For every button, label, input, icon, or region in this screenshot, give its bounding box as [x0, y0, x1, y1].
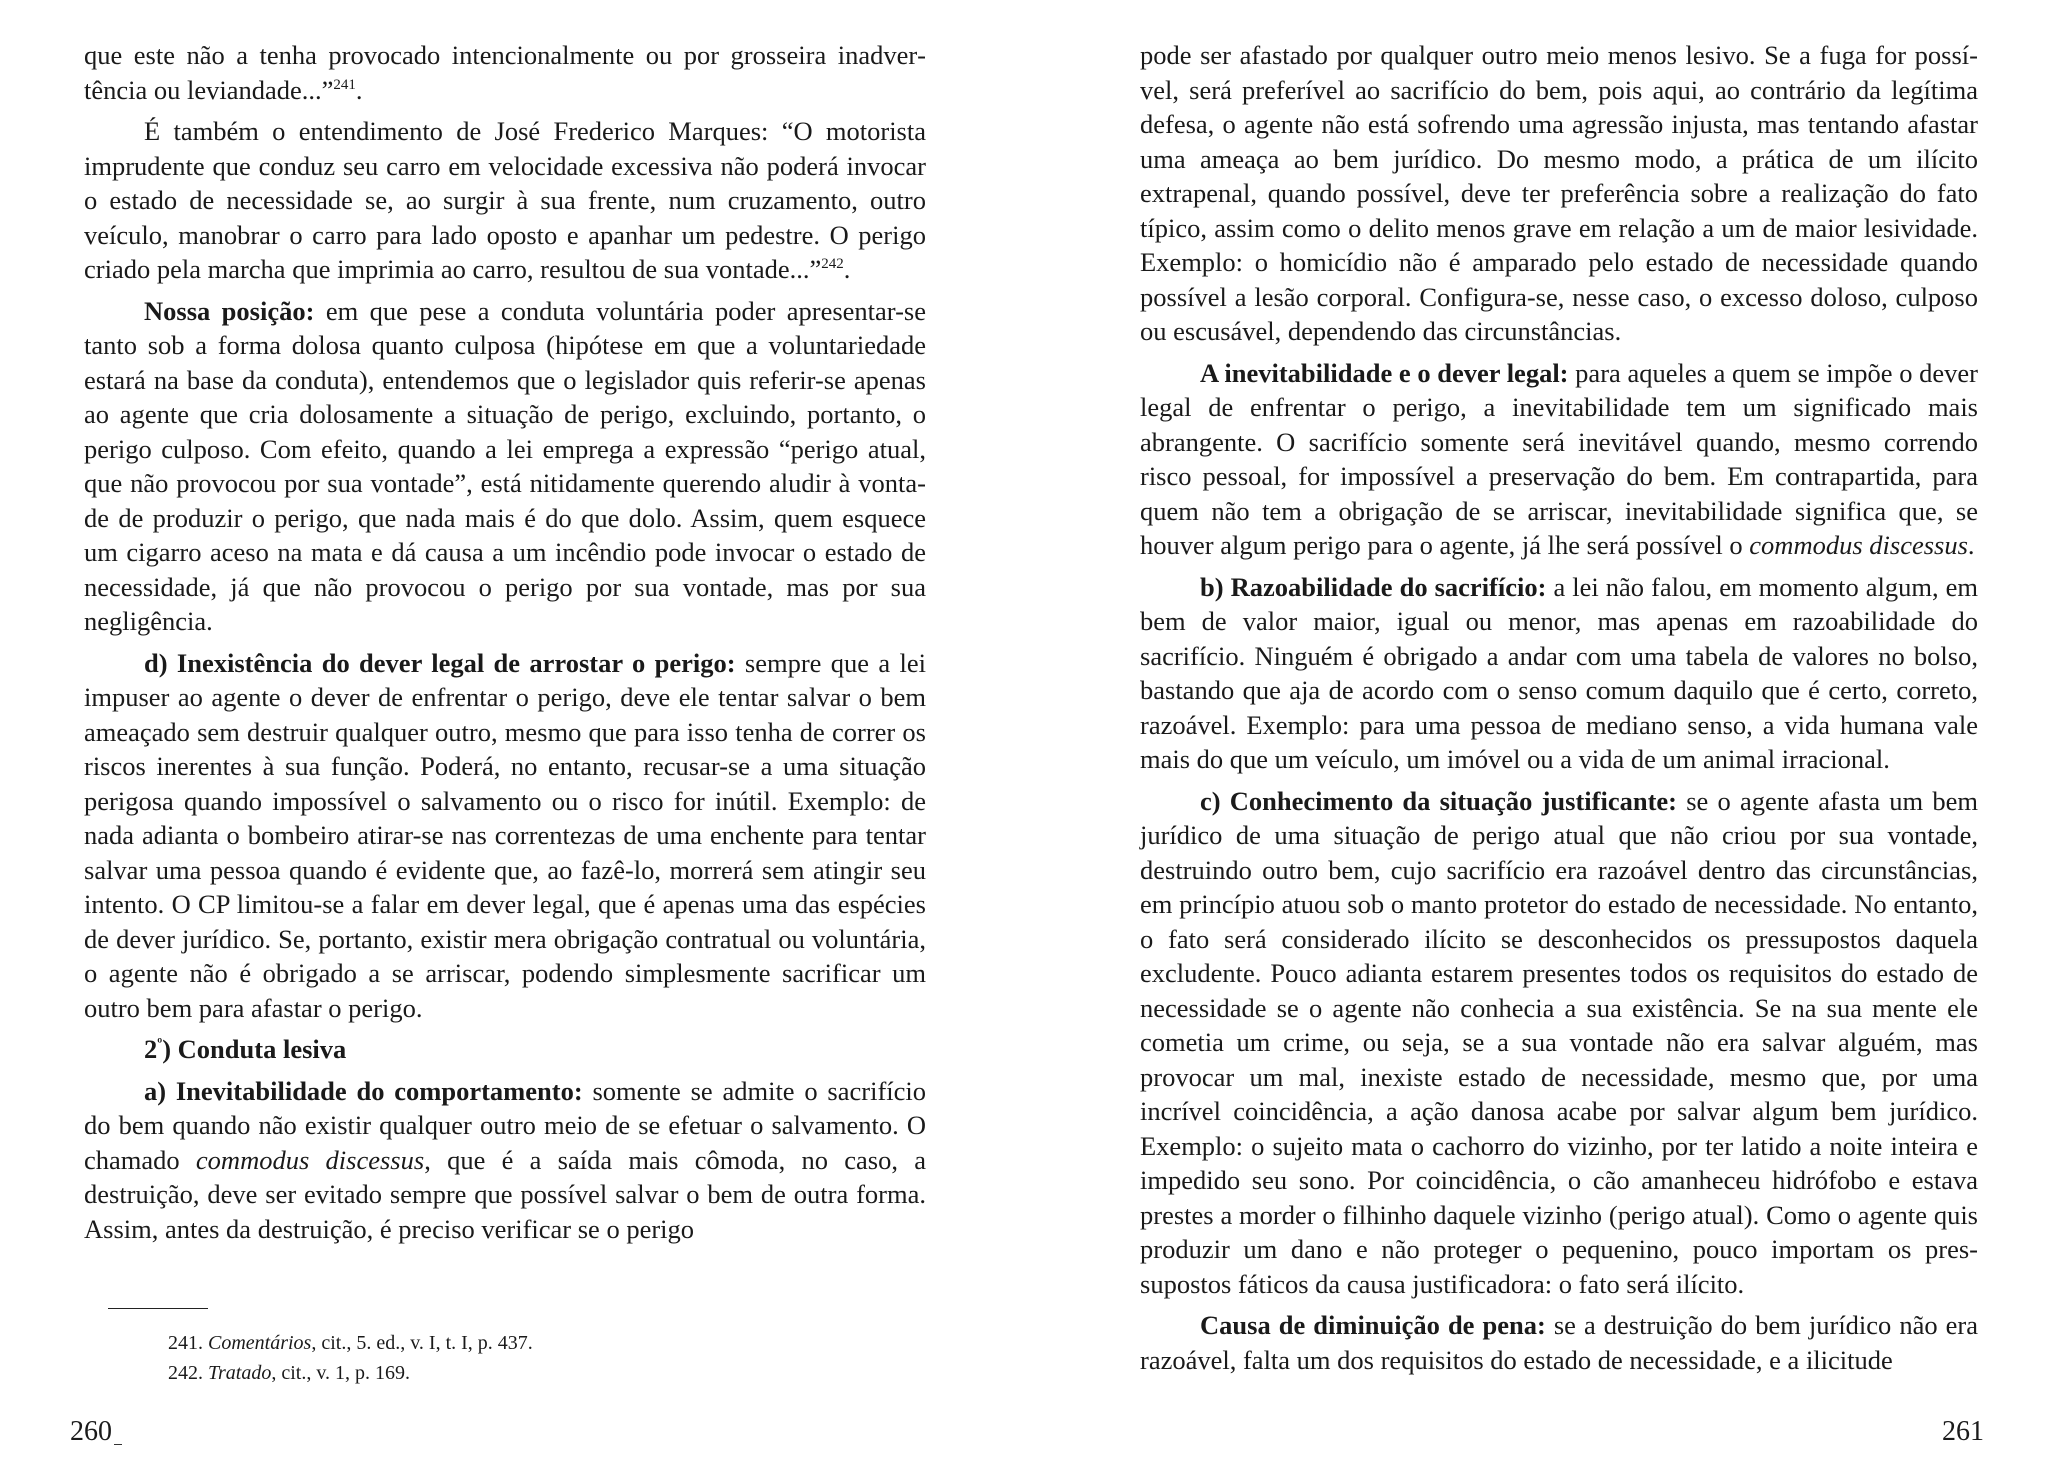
footnote-ref: 242: [821, 256, 844, 272]
footnotes: [168, 1328, 868, 1388]
page-number-left: 260: [70, 1416, 112, 1447]
right-page: [1024, 0, 2048, 1472]
footnote-242: 242. Tratado, cit., v. 1, p. 169.: [168, 1362, 411, 1384]
paragraph-lead: Nossa posição:: [144, 295, 315, 326]
paragraph-lead: Causa de diminuição de pena:: [1200, 1310, 1546, 1340]
page-number-right: 261: [1942, 1416, 1984, 1447]
paragraph: [84, 294, 926, 639]
printer-mark: [114, 1444, 122, 1445]
paragraph: É também o entendimento de José Frederico Marques: “O motorista imprudente que conduz seu carro em velocidade excessiva não poderá invocar o estado de necessidade se, ao surgir à sua frente, num cruzamento, outro veículo, manobrar o carro para lado oposto e apanhar um pedestre. O perigo criado pela marcha que imprimia ao carro, resultou de sua vontade...”$^{242}$.: [84, 116, 926, 284]
right-text-block: [1140, 38, 1978, 1384]
paragraph: Causa de diminuição de pena: se a destruição do bem jurídico não era razoável, falta um dos requisitos do estado de necessidade, e a ilicitude: [1140, 1310, 1978, 1375]
paragraph: a) Inevitabilidade do comportamento: somente se admite o sacrifício do bem quando não existir qualquer outro meio de se efetuar o salvamento. O chamado commodus discessus, que é a saída mais cômoda, no caso, a destruição, deve ser evitado sempre que possível salvar o bem de outra forma. Assim, antes da destruição, é preciso verificar se o perigo: [84, 1075, 926, 1244]
paragraph-text: É também o entendimento de José Frederico Marques: “O motorista imprudente que conduz seu carro em velocidade excessiva não poderá invocar o estado de necessidade se, ao surgir à sua frente, num cruzamento, outro veículo, manobrar o carro para lado oposto e apanhar um pedestre. O perigo criado pela marcha que imprimia ao carro, resultou de sua vontade...”: [84, 116, 926, 284]
paragraph-lead: a) Inevitabilidade do comportamento:: [144, 1075, 583, 1106]
paragraph: A inevitabilidade e o dever legal: para aqueles a quem se impõe o dever legal de enfrentar o perigo, a inevitabilidade tem um significado mais abrangente. O sacrifício somente será inevitável quando, mesmo correndo risco pessoal, for impossível a preservação do bem. Em contrapartida, para quem não tem a obrigação de se arriscar, inevitabilidade significa que, se houver algum perigo para o agente, já lhe será possível o commodus discessus.: [1140, 357, 1978, 560]
footnote-divider: [108, 1308, 208, 1309]
paragraph-text: pode ser afastado por qualquer outro meio menos lesivo. Se a fuga for possível, será preferível ao sacrifício do bem, pois aqui, ao contrário da legítima defesa, o agente não está sofrendo uma agressão injusta, mas tentando afastar uma ameaça ao bem jurídico. Do mesmo modo, a prática de um ilícito extrapenal, quando possível, deve ter preferência sobre a realização do fato típico, assim como o delito menos grave em relação a um de maior lesividade. Exemplo: o homicídio não é amparado pelo estado de necessidade quando possível a lesão corporal. Configura-se, nesse caso, o excesso doloso, culposo ou escusável, dependendo das circunstâncias.: [1140, 40, 1978, 346]
paragraph: que este não a tenha provocado intencionalmente ou por grosseira inadvertência ou leviandade...”$^{241}$.: [84, 40, 926, 105]
paragraph-text: em que pese a conduta voluntária poder apresentar-se tanto sob a forma dolosa quanto culposa (hipótese em que a voluntariedade estará na base da conduta), entendemos que o legislador quis referir-se apenas ao agente que cria dolosamente a situação de perigo, excluindo, portanto, o perigo culposo. Com efeito, quando a lei emprega a expressão “perigo atual, que não provocou por sua vontade”, está nitidamente querendo aludir à vontade de produzir o perigo, que nada mais é do que dolo. Assim, quem esquece um cigarro aceso na mata e dá causa a um incêndio pode invocar o estado de necessidade, já que não provocou o perigo por sua vontade, mas por sua negligência.: [84, 295, 927, 636]
paragraph-lead: A inevitabilidade e o dever legal:: [1200, 357, 1569, 388]
paragraph-lead: b) Razoabilidade do sacrifício:: [1200, 571, 1547, 602]
paragraph: [84, 646, 926, 1026]
left-text-block: [84, 38, 926, 1253]
paragraph-lead: c) Conhecimento da situação justificante:: [1200, 785, 1677, 816]
paragraph: b) Razoabilidade do sacrifício: a lei não falou, em momento algum, em bem de valor maior, igual ou menor, mas apenas em razoabilidade do sacrifício. Ninguém é obrigado a andar com uma tabela de valores no bolso, bastando que aja de acordo com o senso comum daquilo que é certo, correto, razoável. Exemplo: para uma pessoa de mediano senso, a vida humana vale mais do que um veículo, um imóvel ou a vida de um animal irracional.: [1140, 571, 1978, 774]
paragraph-text: sempre que a lei impuser ao agente o dever de enfrentar o perigo, deve ele tentar salvar o bem ameaçado sem destruir qualquer outro, mesmo que para isso tenha de correr os riscos inerentes à sua função. Poderá, no entanto, recusar-se a uma situação perigosa quando impossível o salvamento ou o risco for inútil. Exemplo: de nada adianta o bombeiro atirar-se nas correntezas de uma enchente para tentar salvar uma pessoa quando é evidente que, ao fazê-lo, morrerá sem atingir seu intento. O CP limitou-se a falar em dever legal, que é apenas uma das espécies de dever jurídico. Se, portanto, existir mera obrigação contratual ou voluntária, o agente não é obrigado a se arriscar, podendo simplesmente sacrificar um outro bem para afastar o perigo.: [84, 647, 926, 1023]
footnote-ref: 241: [333, 76, 356, 93]
paragraph-lead: d) Inexistência do dever legal de arrostar o perigo:: [144, 647, 736, 678]
paragraph: c) Conhecimento da situação justificante: se o agente afasta um bem jurídico de uma situação de perigo atual que não criou por sua vontade, destruindo outro bem, cujo sacrifício era razoável dentro das circunstâncias, em princípio atuou sob o manto protetor do estado de necessidade. No entanto, o fato será considerado ilícito se desconhecidos os pressupostos daquela excludente. Pouco adianta estarem presentes todos os requisitos do estado de necessidade se o agente não conhecia a sua existência. Se na sua mente ele cometia um crime, ou seja, se a sua vontade não era salvar alguém, mas provocar um mal, inexiste estado de necessidade, mesmo que, por uma incrível coincidência, a ação danosa acabe por salvar algum bem jurídico. Exemplo: o sujeito mata o cachorro do vizinho, por ter latido a noite inteira e impedido seu sono. Por coincidência, o cão amanheceu hidrófobo e estava prestes a morder o filhinho daquele vizinho (perigo atual). Como o agente quis produzir um dano e não proteger o pequenino, pouco importam os pressupostos fáticos da causa justificadora: o fato será ilícito.: [1140, 785, 1978, 1299]
section-heading: $2^º$) Conduta lesiva: [144, 1034, 347, 1064]
paragraph-text: que este não a tenha provocado intencionalmente ou por grosseira inadvertência ou leviandade...”: [84, 40, 926, 105]
footnote-241: 241. Comentários, cit., 5. ed., v. I, t. I, p. 437.: [168, 1332, 533, 1354]
paragraph: [1140, 38, 1978, 349]
